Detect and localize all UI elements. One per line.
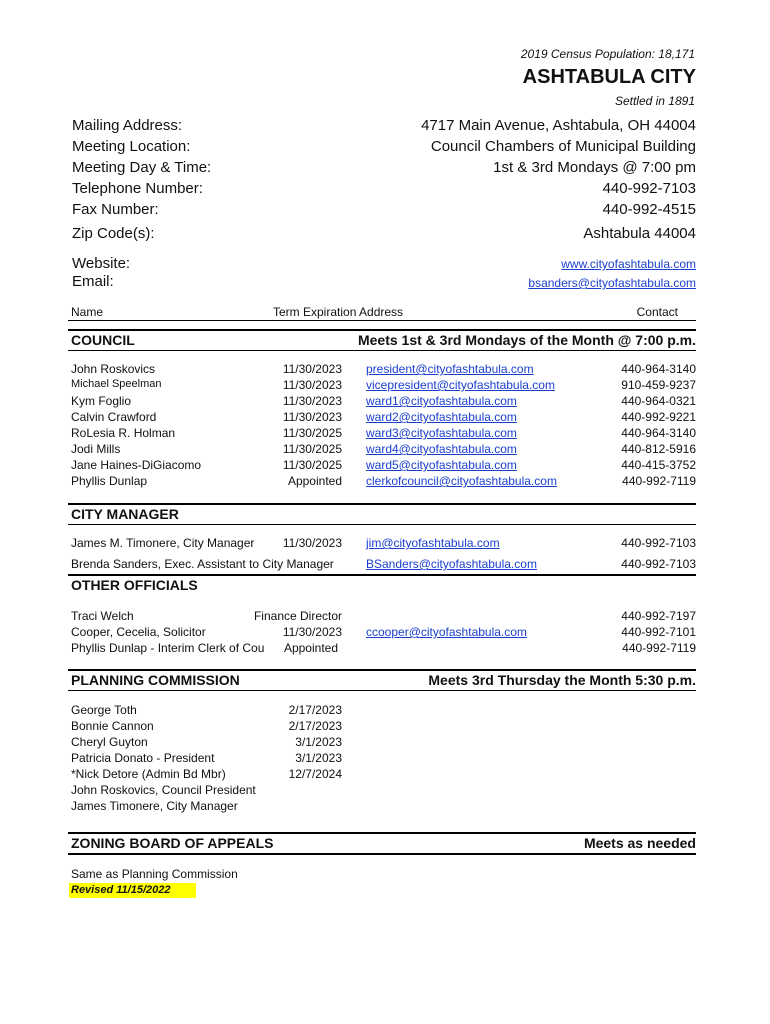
term-expiration: 11/30/2023: [282, 536, 342, 550]
revised-highlight: [69, 883, 196, 898]
planning-section-header: [68, 669, 696, 691]
table-row: [0, 394, 770, 410]
member-name: James M. Timonere, City Manager: [71, 536, 255, 550]
member-name: RoLesia R. Holman: [71, 426, 176, 440]
member-name: George Toth: [71, 703, 137, 717]
telephone-label: Telephone Number:: [72, 180, 203, 197]
table-row: [0, 609, 770, 625]
member-name: Phyllis Dunlap: [71, 474, 148, 488]
table-row: [0, 474, 770, 490]
member-name: Cheryl Guyton: [71, 735, 148, 749]
zoning-note: Same as Planning Commission: [71, 867, 238, 881]
table-row: [0, 799, 770, 815]
email-link[interactable]: bsanders@cityofashtabula.com: [528, 276, 696, 290]
member-phone: 440-992-7103: [621, 557, 696, 571]
member-email-link[interactable]: ward4@cityofashtabula.com: [366, 442, 517, 456]
member-name: Michael Speelman: [71, 378, 162, 390]
table-row: [0, 410, 770, 426]
meeting-location-value: Council Chambers of Municipal Building: [430, 138, 696, 155]
council-title: COUNCIL: [71, 332, 135, 348]
member-email-link[interactable]: clerkofcouncil@cityofashtabula.com: [366, 474, 557, 488]
header-divider: [68, 320, 696, 321]
other-officials-title: OTHER OFFICIALS: [71, 577, 198, 593]
term-expiration: 11/30/2025: [282, 458, 342, 472]
member-phone: 440-992-9221: [621, 410, 696, 424]
member-phone: 440-415-3752: [621, 458, 696, 472]
column-contact: Contact: [636, 305, 678, 319]
table-row: [0, 735, 770, 751]
table-row: [0, 378, 770, 394]
member-name: Brenda Sanders, Exec. Assistant to City Manager: [71, 557, 334, 571]
settled-year: Settled in 1891: [614, 94, 695, 108]
table-row: [0, 536, 770, 552]
website-link[interactable]: www.cityofashtabula.com: [561, 257, 696, 271]
table-row: [0, 767, 770, 783]
member-name: Patricia Donato - President: [71, 751, 215, 765]
term-expiration: 11/30/2025: [282, 426, 342, 440]
council-section-header: [68, 329, 696, 351]
census-population: 2019 Census Population: 18,171: [520, 47, 695, 61]
member-phone: 440-812-5916: [621, 442, 696, 456]
member-email-link[interactable]: president@cityofashtabula.com: [366, 362, 534, 376]
zoning-title: ZONING BOARD OF APPEALS: [71, 835, 274, 851]
table-row: [0, 426, 770, 442]
member-name: James Timonere, City Manager: [71, 799, 238, 813]
term-expiration: 3/1/2023: [295, 751, 342, 765]
member-email-link[interactable]: ward1@cityofashtabula.com: [366, 394, 517, 408]
term-expiration: 11/30/2023: [282, 410, 342, 424]
term-expiration: 11/30/2023: [282, 362, 342, 376]
term-expiration: 11/30/2023: [282, 394, 342, 408]
member-email-link[interactable]: vicepresident@cityofashtabula.com: [366, 378, 555, 392]
term-expiration: Appointed: [283, 641, 338, 655]
column-name: Name: [71, 305, 104, 319]
member-email-link[interactable]: ward2@cityofashtabula.com: [366, 410, 517, 424]
table-row: [0, 625, 770, 641]
member-name: *Nick Detore (Admin Bd Mbr): [71, 767, 226, 781]
member-phone: 440-992-7197: [621, 609, 696, 623]
fax-label: Fax Number:: [72, 201, 159, 218]
member-name: Kym Foglio: [71, 394, 132, 408]
term-expiration: 11/30/2023: [282, 378, 342, 392]
table-row: [0, 458, 770, 474]
zoning-section-header: [68, 832, 696, 853]
mailing-address-value: 4717 Main Avenue, Ashtabula, OH 44004: [421, 117, 696, 134]
term-expiration: 11/30/2023: [282, 625, 342, 639]
term-expiration: Appointed: [287, 474, 342, 488]
member-role: Finance Director: [253, 609, 342, 623]
member-phone: 440-992-7119: [622, 641, 696, 655]
member-name: Jane Haines-DiGiacomo: [71, 458, 202, 472]
planning-title: PLANNING COMMISSION: [71, 672, 240, 688]
member-email-link[interactable]: ccooper@cityofashtabula.com: [366, 625, 527, 639]
zip-value: Ashtabula 44004: [583, 225, 696, 242]
member-phone: 440-992-7101: [621, 625, 696, 639]
member-name: Calvin Crawford: [71, 410, 157, 424]
table-row: [0, 719, 770, 735]
zip-label: Zip Code(s):: [72, 225, 155, 242]
table-row: [0, 362, 770, 378]
email-label: Email:: [72, 273, 114, 290]
member-email-link[interactable]: BSanders@cityofashtabula.com: [366, 557, 537, 571]
member-name: Phyllis Dunlap - Interim Clerk of Cou: [71, 641, 265, 655]
revised-date: Revised 11/15/2022: [71, 884, 171, 896]
city-manager-section-header: [68, 503, 696, 525]
member-email-link[interactable]: ward3@cityofashtabula.com: [366, 426, 517, 440]
member-phone: 440-992-7103: [621, 536, 696, 550]
table-row: [0, 557, 770, 573]
telephone-value: 440-992-7103: [602, 180, 696, 197]
fax-value: 440-992-4515: [602, 201, 696, 218]
member-name: Jodi Mills: [71, 442, 121, 456]
member-phone: 440-992-7119: [622, 474, 696, 488]
member-name: John Roskovics: [71, 362, 156, 376]
member-phone: 440-964-3140: [621, 426, 696, 440]
member-email-link[interactable]: jim@cityofashtabula.com: [366, 536, 500, 550]
zoning-meeting-schedule: Meets as needed: [583, 835, 696, 851]
council-meeting-schedule: Meets 1st & 3rd Mondays of the Month @ 7:00 p.m.: [357, 332, 696, 348]
meeting-time-label: Meeting Day & Time:: [72, 159, 212, 176]
table-row: [0, 783, 770, 799]
meeting-location-label: Meeting Location:: [72, 138, 191, 155]
zoning-note-row: [0, 867, 770, 883]
table-row: [0, 442, 770, 458]
term-expiration: 11/30/2025: [282, 442, 342, 456]
term-expiration: 3/1/2023: [295, 735, 342, 749]
member-name: Bonnie Cannon: [71, 719, 154, 733]
city-title: ASHTABULA CITY: [522, 66, 696, 88]
table-row: [0, 703, 770, 719]
member-phone: 910-459-9237: [621, 378, 696, 392]
mailing-address-label: Mailing Address:: [72, 117, 183, 134]
meeting-time-value: 1st & 3rd Mondays @ 7:00 pm: [493, 159, 696, 176]
term-expiration: 2/17/2023: [288, 719, 342, 733]
planning-meeting-schedule: Meets 3rd Thursday the Month 5:30 p.m.: [428, 672, 696, 688]
table-row: [0, 641, 770, 657]
city-manager-title: CITY MANAGER: [71, 506, 179, 522]
table-row: [0, 751, 770, 767]
other-officials-section-header: [68, 574, 696, 595]
member-phone: 440-964-0321: [621, 394, 696, 408]
term-expiration: 2/17/2023: [288, 703, 342, 717]
website-label: Website:: [72, 255, 131, 272]
member-phone: 440-964-3140: [621, 362, 696, 376]
column-term: Term Expiration Address: [273, 305, 404, 319]
member-name: Traci Welch: [71, 609, 134, 623]
member-email-link[interactable]: ward5@cityofashtabula.com: [366, 458, 517, 472]
term-expiration: 12/7/2024: [288, 767, 342, 781]
member-name: John Roskovics, Council President: [71, 783, 256, 797]
zoning-divider: [68, 853, 696, 855]
member-name: Cooper, Cecelia, Solicitor: [71, 625, 206, 639]
